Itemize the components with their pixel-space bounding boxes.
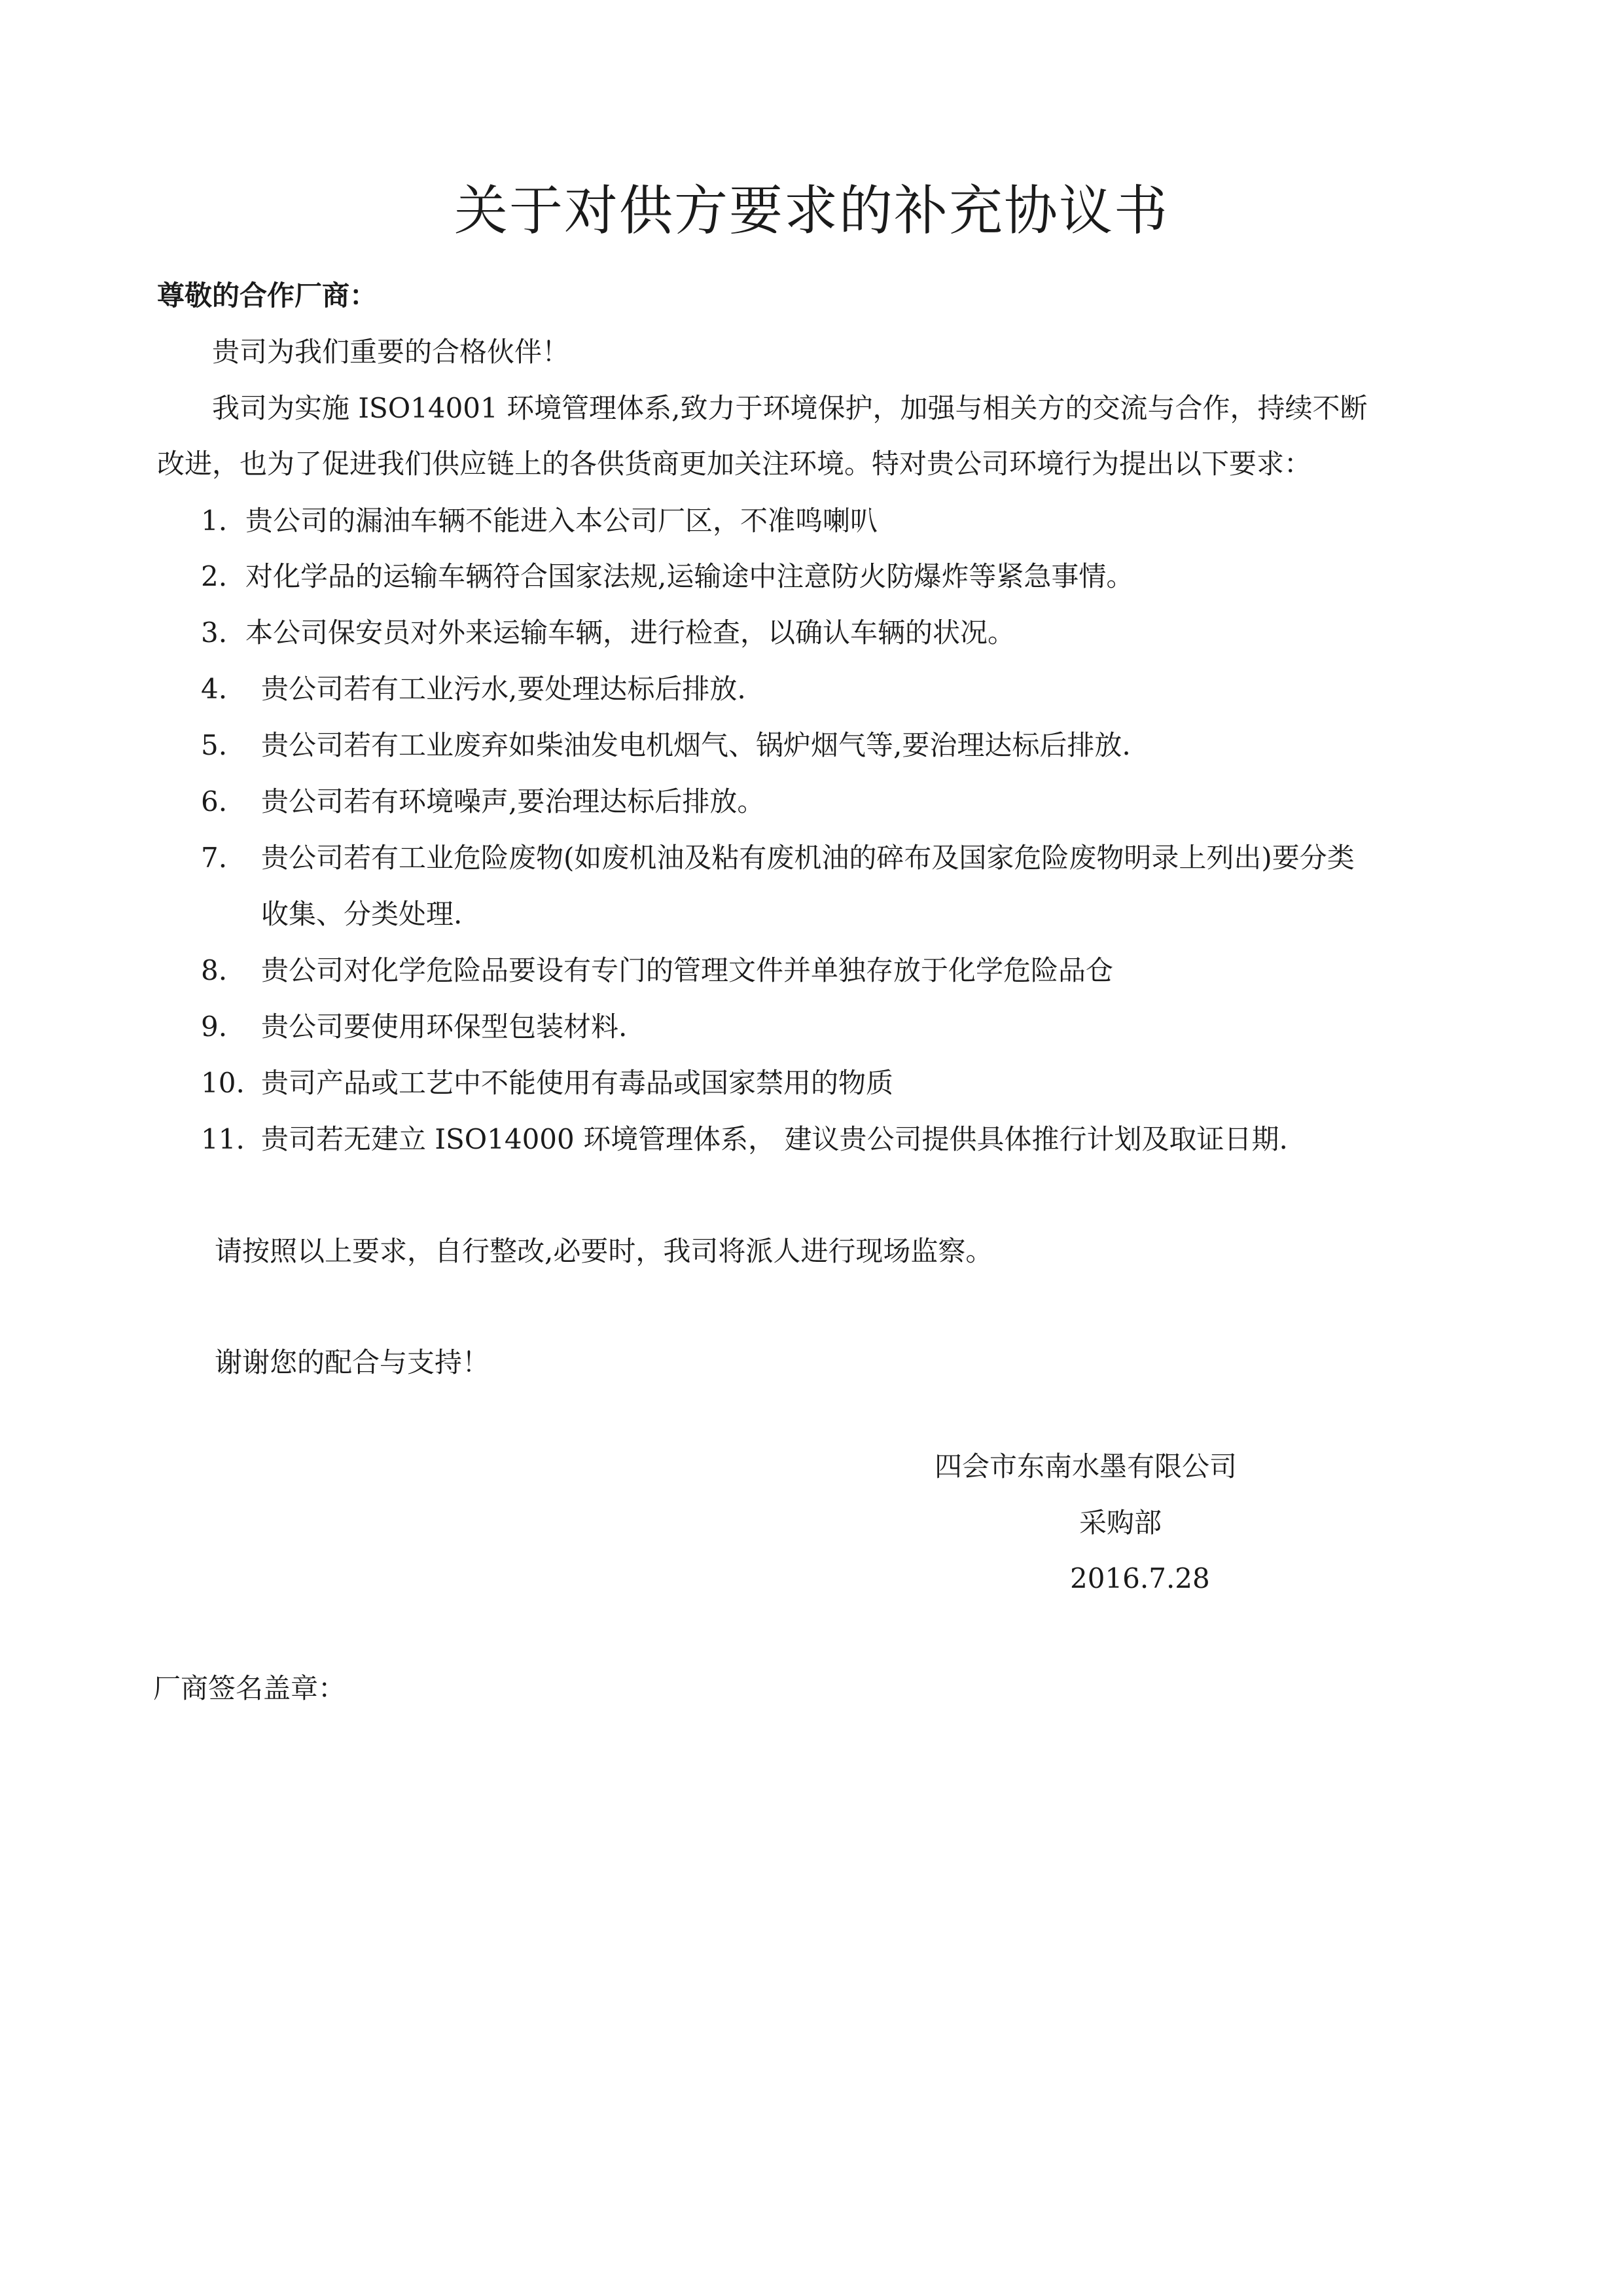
list-item-number: 4.: [201, 673, 228, 705]
list-item-number: 5.: [201, 729, 228, 761]
list-item-number: 7.: [201, 842, 228, 874]
document-title: 关于对供方要求的补充协议书: [454, 180, 1169, 242]
list-item-text: 贵公司对化学危险品要设有专门的管理文件并单独存放于化学危险品仓: [261, 954, 1114, 986]
list-item-number: 3.: [201, 617, 228, 649]
list-item-number: 8.: [201, 954, 228, 986]
document-date: 2016.7.28: [1070, 1562, 1210, 1594]
company-name: 四会市东南水墨有限公司: [935, 1450, 1238, 1482]
list-item-number: 9.: [201, 1011, 228, 1043]
list-item-number: 2.: [201, 560, 228, 592]
list-item-number: 10.: [201, 1067, 245, 1099]
list-item-number: 11.: [201, 1123, 245, 1155]
list-item-number: 6.: [201, 785, 228, 817]
list-item-text: 贵公司若有工业危险废物(如废机油及粘有废机油的碎布及国家危险废物明录上列出)要分类: [261, 842, 1355, 874]
body-paragraph-line-1: 我司为实施 ISO14001 环境管理体系,致力于环境保护，加强与相关方的交流与合作，持续不断: [212, 392, 1368, 424]
list-item-text: 贵司若无建立 ISO14000 环境管理体系， 建议贵公司提供具体推行计划及取证日期.: [261, 1123, 1288, 1155]
intro-paragraph: 贵司为我们重要的合格伙伴！: [212, 336, 570, 368]
request-paragraph: 请按照以上要求，自行整改,必要时，我司将派人进行现场监察。: [215, 1235, 993, 1267]
list-item-text-continued: 收集、分类处理.: [261, 898, 463, 930]
list-item-text: 贵司产品或工艺中不能使用有毒品或国家禁用的物质: [261, 1067, 894, 1099]
thanks-paragraph: 谢谢您的配合与支持！: [215, 1346, 490, 1378]
list-item-text: 本公司保安员对外来运输车辆，进行检查，以确认车辆的状况。: [245, 617, 1016, 649]
department-name: 采购部: [1079, 1507, 1162, 1539]
list-item-text: 贵公司的漏油车辆不能进入本公司厂区，不准鸣喇叭: [245, 505, 878, 537]
list-item-text: 对化学品的运输车辆符合国家法规,运输途中注意防火防爆炸等紧急事情。: [245, 560, 1134, 592]
vendor-signature-label: 厂商签名盖章：: [153, 1672, 346, 1704]
list-item-text: 贵公司若有工业污水,要处理达标后排放.: [261, 673, 746, 705]
list-item-text: 贵公司若有环境噪声,要治理达标后排放。: [261, 785, 765, 817]
salutation: 尊敬的合作厂商：: [157, 279, 378, 312]
list-item-number: 1.: [201, 505, 228, 537]
list-item-text: 贵公司若有工业废弃如柴油发电机烟气、锅炉烟气等,要治理达标后排放.: [261, 729, 1131, 761]
body-paragraph-line-2: 改进，也为了促进我们供应链上的各供货商更加关注环境。特对贵公司环境行为提出以下要求：: [157, 448, 1312, 480]
list-item-text: 贵公司要使用环保型包装材料.: [261, 1011, 628, 1043]
